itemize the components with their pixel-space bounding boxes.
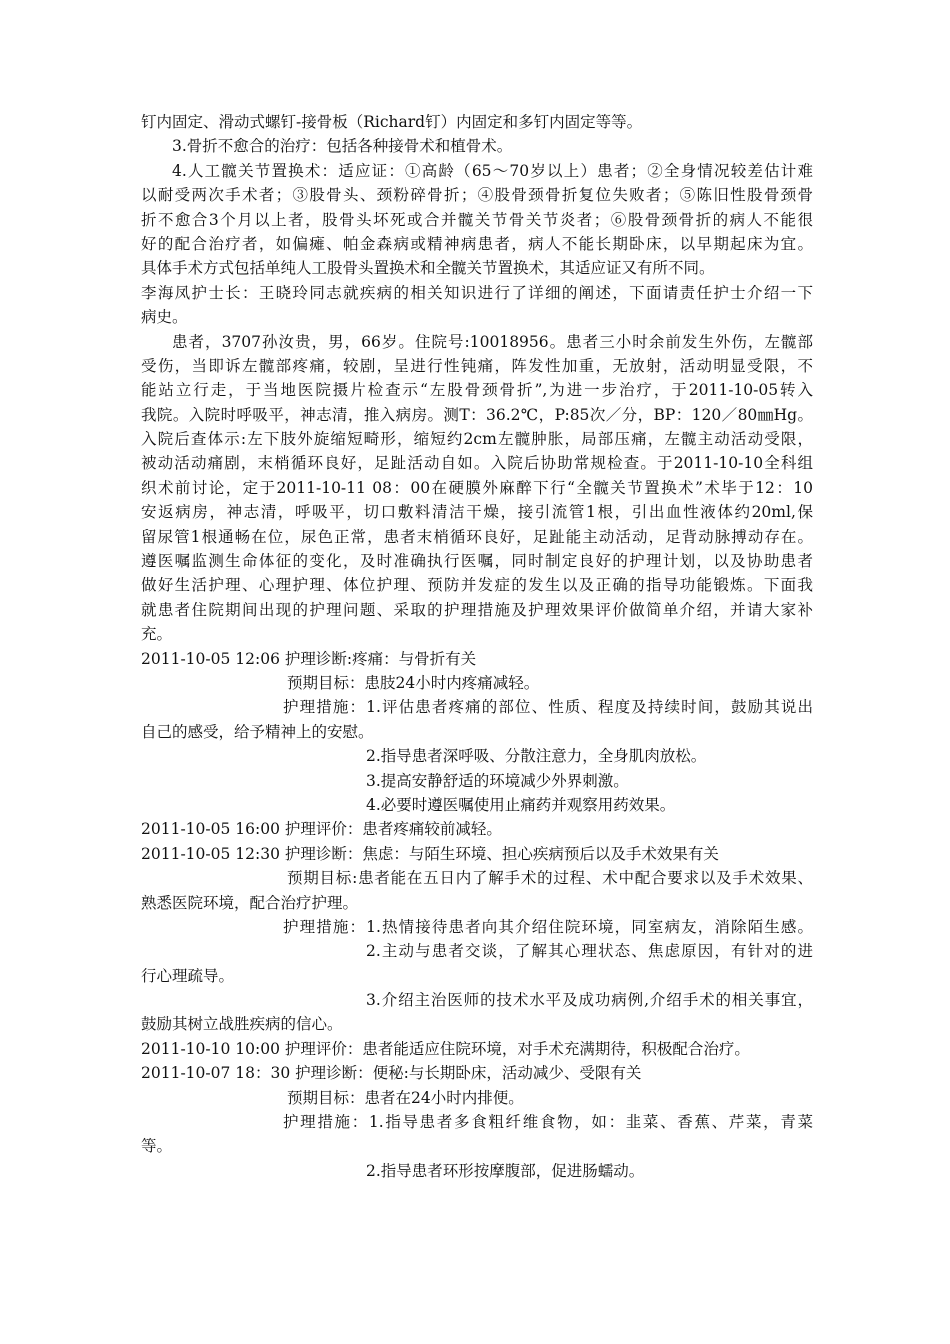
text-line: 遵医嘱监测生命体征的变化，及时准确执行医嘱，同时制定良好的护理计划，以及协助患者 [141, 552, 813, 571]
text-line: 折不愈合3个月以上者，股骨头坏死或合并髋关节骨关节炎者；⑥股骨颈骨折的病人不能很 [141, 210, 813, 229]
text-line: 病史。 [141, 308, 188, 327]
text-line: 4.必要时遵医嘱使用止痛药并观察用药效果。 [366, 795, 676, 814]
text-line: 受伤，当即诉左髋部疼痛，较剧，呈进行性钝痛，阵发性加重，无放射，活动明显受限，不 [141, 356, 813, 375]
text-line: 护理措施：1.评估患者疼痛的部位、性质、程度及持续时间，鼓励其说出 [283, 698, 813, 717]
text-line: 2.主动与患者交谈，了解其心理状态、焦虑原因，有针对的进 [366, 942, 813, 961]
text-line: 熟悉医院环境，配合治疗护理。 [141, 893, 359, 912]
text-line: 预期目标：患者在24小时内排便。 [287, 1088, 524, 1107]
text-line: 自己的感受，给予精神上的安慰。 [141, 722, 374, 741]
text-line: 以耐受两次手术者；③股骨头、颈粉碎骨折；④股骨颈骨折复位失败者；⑤陈旧性股骨颈骨 [141, 186, 813, 205]
text-line: 2011-10-10 10:00 护理评价：患者能适应住院环境，对手术充满期待，积极配合治疗。 [141, 1039, 750, 1058]
text-line: 2011-10-07 18：30 护理诊断：便秘:与长期卧床，活动减少、受限有关 [141, 1064, 642, 1083]
text-line: 好的配合治疗者，如偏瘫、帕金森病或精神病患者，病人不能长期卧床，以早期起床为宜。 [141, 234, 813, 253]
text-line: 安返病房，神志清，呼吸平，切口敷料清洁干燥，接引流管1根，引出血性液体约20ml,保 [141, 503, 813, 522]
text-line: 患者，3707孙汝贵，男，66岁。住院号:10018956。患者三小时余前发生外伤，左髋部 [172, 332, 813, 351]
text-line: 4.人工髋关节置换术：适应证：①高龄（65～70岁以上）患者；②全身情况较差估计难 [172, 161, 813, 180]
text-line: 预期目标：患肢24小时内疼痛减轻。 [287, 673, 540, 692]
text-line: 2011-10-05 12:06 护理诊断:疼痛：与骨折有关 [141, 649, 477, 668]
text-line: 2011-10-05 12:30 护理诊断：焦虑：与陌生环境、担心疾病预后以及手术效果有关 [141, 844, 719, 863]
text-line: 我院。入院时呼吸平，神志清，推入病房。测T：36.2℃，P:85次／分，BP：120／80㎜Hg。 [141, 405, 813, 424]
text-line: 2011-10-05 16:00 护理评价：患者疼痛较前减轻。 [141, 820, 502, 839]
text-line: 3.提高安静舒适的环境减少外界刺激。 [366, 771, 629, 790]
text-line: 鼓励其树立战胜疾病的信心。 [141, 1015, 343, 1034]
text-line: 等。 [141, 1137, 173, 1156]
text-line: 入院后查体示:左下肢外旋缩短畸形，缩短约2cm左髋肿胀，局部压痛，左髋主动活动受限， [141, 430, 813, 449]
text-line: 就患者住院期间出现的护理问题、采取的护理措施及护理效果评价做简单介绍，并请大家补 [141, 600, 813, 619]
document-page [141, 110, 813, 1183]
text-line: 具体手术方式包括单纯人工股骨头置换术和全髋关节置换术，其适应证又有所不同。 [141, 259, 715, 278]
text-line: 预期目标:患者能在五日内了解手术的过程、术中配合要求以及手术效果、 [287, 869, 813, 888]
text-line: 2.指导患者环形按摩腹部，促进肠蠕动。 [366, 1161, 645, 1180]
text-line: 行心理疏导。 [141, 966, 235, 985]
text-line: 李海凤护士长：王晓玲同志就疾病的相关知识进行了详细的阐述，下面请责任护士介绍一下 [141, 283, 813, 302]
text-line: 钉内固定、滑动式螺钉-接骨板（Richard钉）内固定和多钉内固定等等。 [141, 113, 643, 131]
text-line: 被动活动痛剧，末梢循环良好，足趾活动自如。入院后协助常规检查。于2011-10-10全科组 [141, 454, 813, 473]
text-line: 织术前讨论，定于2011-10-11 08：00在硬膜外麻醉下行“全髋关节置换术”术毕于12：10 [141, 478, 813, 497]
text-line: 留尿管1根通畅在位，尿色正常，患者末梢循环良好，足趾能主动活动，足背动脉搏动存在。 [141, 527, 813, 546]
text-line: 3.骨折不愈合的治疗：包括各种接骨术和植骨术。 [172, 137, 513, 156]
text-line: 2.指导患者深呼吸、分散注意力，全身肌肉放松。 [366, 747, 707, 766]
text-line: 能站立行走，于当地医院摄片检查示“左股骨颈骨折”,为进一步治疗，于2011-10-05转入 [141, 381, 813, 400]
text-line: 3.介绍主治医师的技术水平及成功病例,介绍手术的相关事宜， [366, 991, 813, 1010]
text-line: 做好生活护理、心理护理、体位护理、预防并发症的发生以及正确的指导功能锻炼。下面我 [141, 576, 813, 595]
text-line: 护理措施：1.指导患者多食粗纤维食物，如：韭菜、香蕉、芹菜，青菜 [283, 1113, 813, 1132]
text-line: 护理措施：1.热情接待患者向其介绍住院环境，同室病友，消除陌生感。 [283, 917, 813, 936]
text-line: 充。 [141, 625, 173, 644]
